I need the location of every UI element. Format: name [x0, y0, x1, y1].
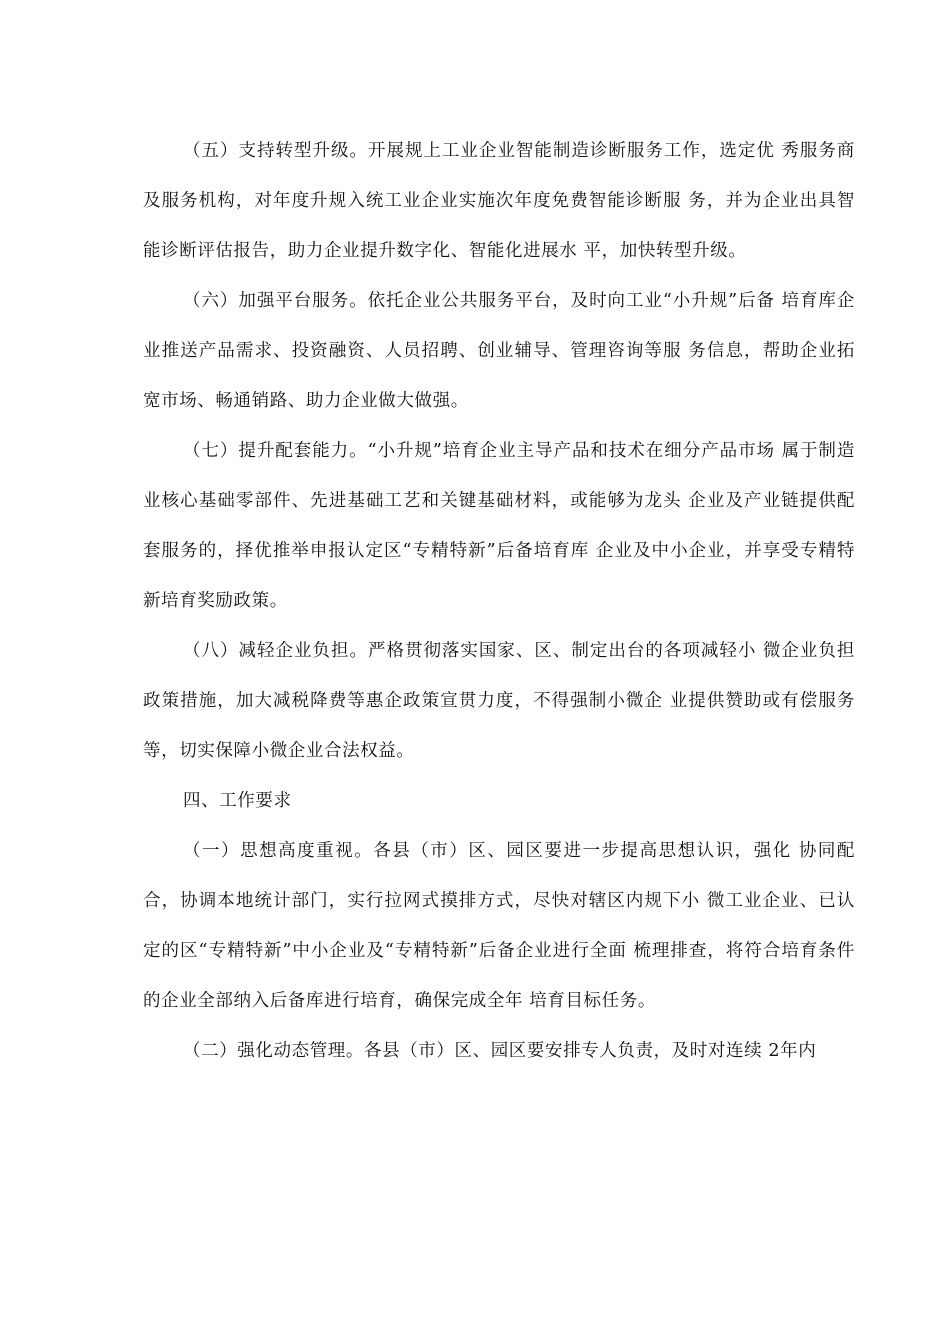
paragraph-dynamic-management: （二）强化动态管理。各县（市）区、园区要安排专人负责，及时对连续 2年内 [183, 1041, 817, 1061]
paragraph-attach-importance: （一）思想高度重视。各县（市）区、园区要进一步提高思想认识，强化 协同配合，协调本地统计部门，实行拉网式摸排方式，尽快对辖区内规下小 微工业企业、已认定的区“专精特新”中小企业及“专精特新”后备企业进行全面 梳理排查，将符合培育条件的企业全部纳入后备库进行培育，确保完成全年 培育目标任务。 [143, 841, 855, 1011]
paragraph-reduce-burden: （八）减轻企业负担。严格贯彻落实国家、区、制定出台的各项减轻小 微企业负担政策措施，加大减税降费等惠企政策宣贯力度，不得强制小微企 业提供赞助或有偿服务等，切实保障小微企业合法权益。 [143, 641, 855, 761]
section-heading-work-requirements: 四、工作要求 [183, 791, 292, 811]
paragraph-supporting-capability: （七）提升配套能力。“小升规”培育企业主导产品和技术在细分产品市场 属于制造业核心基础零部件、先进基础工艺和关键基础材料，或能够为龙头 企业及产业链提供配套服务的，择优推举申报认定区“专精特新”后备培育库 企业及中小企业，并享受专精特新培育奖励政策。 [143, 441, 855, 611]
paragraph-support-transformation: （五）支持转型升级。开展规上工业企业智能制造诊断服务工作，选定优 秀服务商及服务机构，对年度升规入统工业企业实施次年度免费智能诊断服 务，并为企业出具智能诊断评估报告，助力企业提升数字化、智能化进展水 平，加快转型升级。 [143, 141, 855, 261]
document-body [143, 126, 855, 1076]
paragraph-platform-service: （六）加强平台服务。依托企业公共服务平台，及时向工业“小升规”后备 培育库企业推送产品需求、投资融资、人员招聘、创业辅导、管理咨询等服 务信息，帮助企业拓宽市场、畅通销路、助力企业做大做强。 [143, 291, 855, 411]
